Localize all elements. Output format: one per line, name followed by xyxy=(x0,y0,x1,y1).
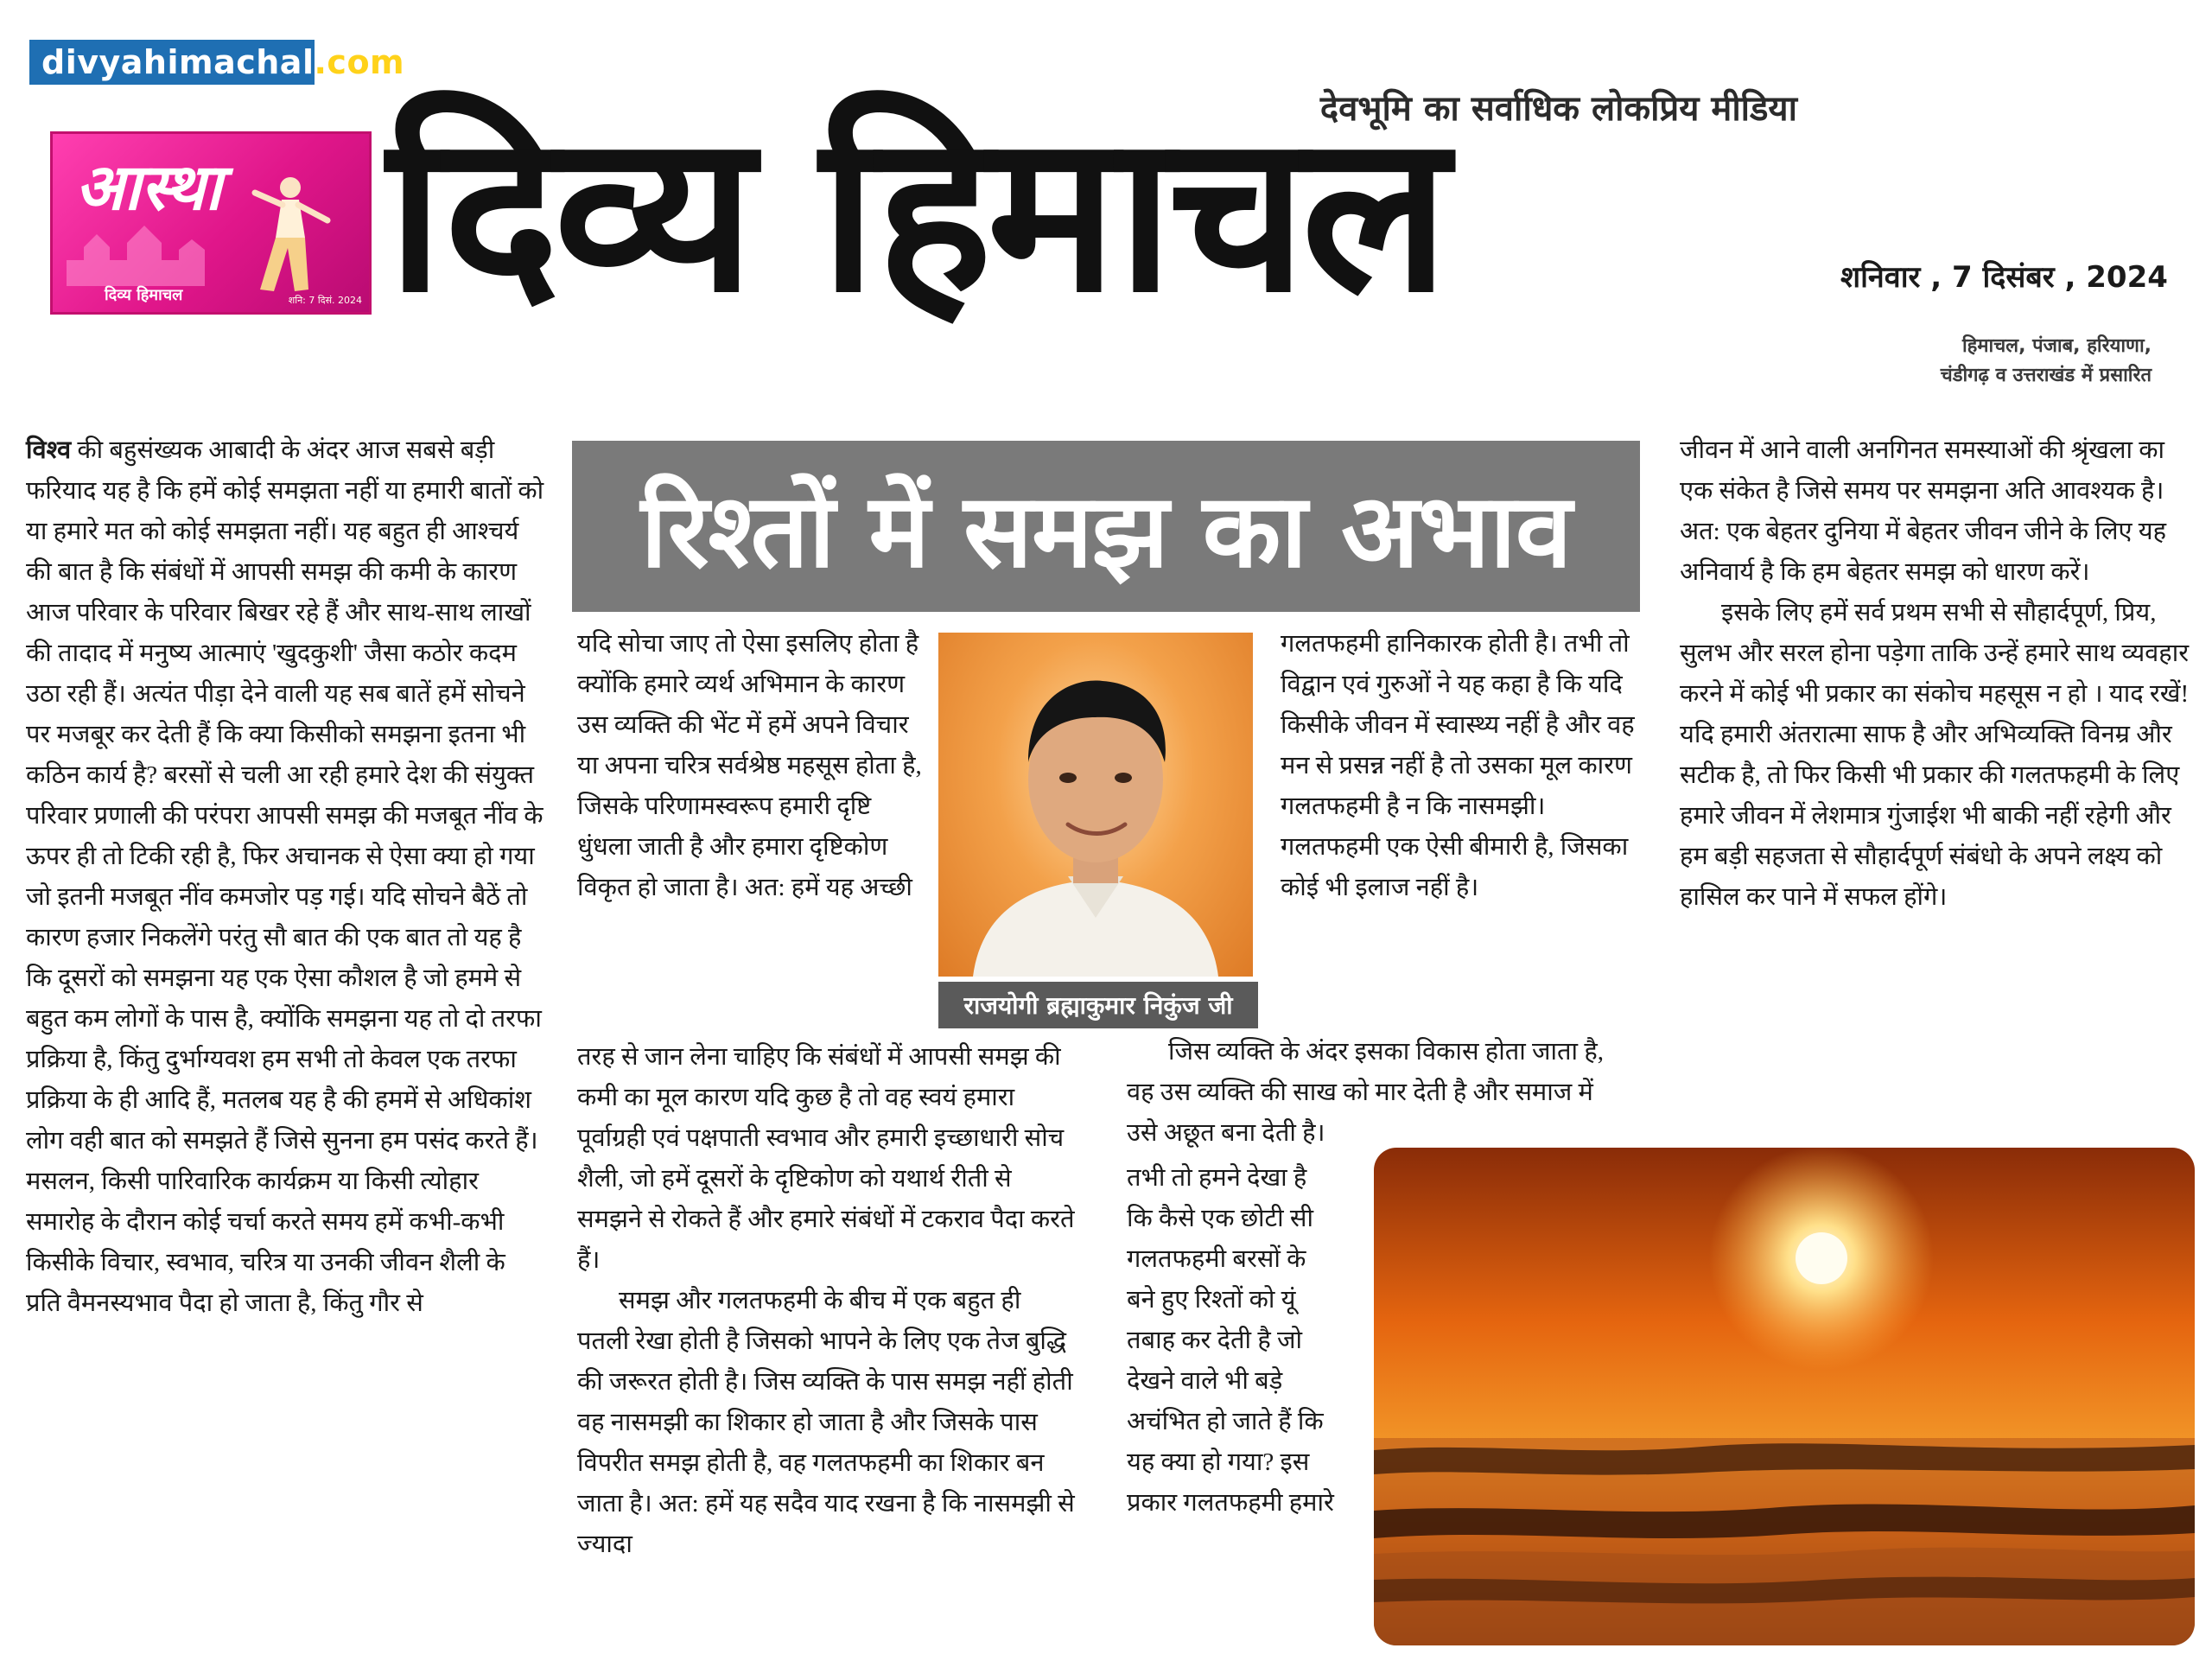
site-name: divyahimachal xyxy=(41,43,315,81)
article-column-2-bottom xyxy=(577,1037,1078,1565)
sunset-image xyxy=(1374,1148,2195,1645)
author-photo xyxy=(938,633,1253,977)
sunset-sea-photo xyxy=(1374,1148,2195,1645)
circulation-line-1: हिमाचल, पंजाब, हरियाणा, xyxy=(1961,335,2152,357)
newspaper-tagline: देवभूमि का सर्वाधिक लोकप्रिय मीडिया xyxy=(1319,89,1797,129)
article-column-3-bottom xyxy=(1127,1158,1334,1524)
column-3-paragraph-c: तभी तो हमने देखा है कि कैसे एक छोटी सी गलतफहमी बरसों के बने हुए रिश्तों को यूं तबाह कर देती है जो देखने वाले भी बड़े अचंभित हो जाते हैं कि यह क्या हो गया? इस प्रकार गलतफहमी हमारे xyxy=(1127,1164,1334,1517)
article-headline: रिश्तों में समझ का अभाव xyxy=(640,470,1572,590)
newspaper-title: दिव्य हिमाचल xyxy=(387,87,1445,340)
publication-date: शनिवार , 7 दिसंबर , 2024 xyxy=(1840,260,2168,295)
column-3-paragraph-a: गलतफहमी हानिकारक होती है। तभी तो विद्वान एवं गुरुओं ने यह कहा है कि यदि किसीके जीवन में स्वास्थ्य नहीं है और वह मन से प्रसन्न नहीं है तो उसका मूल कारण गलतफहमी है न कि नासमझी। गलतफहमी एक ऐसी बीमारी है, जिसका कोई भी इलाज नहीं है। xyxy=(1281,630,1635,901)
photo-caption-box xyxy=(938,982,1258,1028)
article-column-1 xyxy=(26,430,544,1324)
column-2-paragraph-a: यदि सोचा जाए तो ऐसा इसलिए होता है क्योंकि हमारे व्यर्थ अभिमान के कारण उस व्यक्ति की भेंट में हमें अपने विचार या अपना चरित्र सर्वश्रेष्ठ महसूस होता है, जिसके परिणामस्वरूप हमारी दृष्टि धुंधला जाती है और हमारा दृष्टिकोण विकृत हो जाता है। अत: हमें यह अच्छी xyxy=(577,630,922,901)
aastha-section-logo xyxy=(50,131,372,315)
drop-word: विश्व xyxy=(26,436,72,464)
site-suffix: .com xyxy=(314,43,405,81)
column-4-paragraph-b: इसके लिए हमें सर्व प्रथम सभी से सौहार्दपूर्ण, प्रिय, सुलभ और सरल होना पड़ेगा ताकि उन्हें हमारे साथ व्यवहार करने में कोई भी प्रकार का संकोच महसूस न हो । याद रखें! यदि हमारी अंतरात्मा साफ है और अभिव्यक्ति विनम्र और सटीक है, तो फिर किसी भी प्रकार की गलतफहमी के लिए हमारे जीवन में लेशमात्र गुंजाईश भी बाकी नहीं रहेगी और हम बड़ी सहजता से सौहार्दपूर्ण संबंधो के अपने लक्ष्य को हासिल कर पाने में सफल होंगे। xyxy=(1680,599,2190,911)
column-3-paragraph-b: जिस व्यक्ति के अंदर इसका विकास होता जाता है, वह उस व्यक्ति की साख को मार देती है और समाज में उसे अछूत बना देती है। xyxy=(1127,1038,1604,1147)
aastha-logo-date: शनि: 7 दिसं. 2024 xyxy=(288,295,362,306)
column-1-text: की बहुसंख्यक आबादी के अंदर आज सबसे बड़ी फरियाद यह है कि हमें कोई समझता नहीं या हमारी बातों को या हमारे मत को कोई समझता नहीं। यह बहुत ही आश्चर्य की बात है कि संबंधों में आपसी समझ की कमी के कारण आज परिवार के परिवार बिखर रहे हैं और साथ-साथ लाखों की तादाद में मनुष्य आत्माएं 'खुदकुशी' जैसा कठोर कदम उठा रही हैं। अत्यंत पीड़ा देने वाली यह सब बातें हमें सोचने पर मजबूर कर देती हैं कि क्या किसीको समझना इतना भी कठिन कार्य है? बरसों से चली आ रही हमारे देश की संयुक्त परिवार प्रणाली की परंपरा आपसी समझ की मजबूत नींव के ऊपर ही तो टिकी रही है, फिर अचानक से ऐसा क्या हो गया जो इतनी मजबूत नींव कमजोर पड़ गई। यदि सोचने बैठें तो कारण हजार निकलेंगे परंतु सौ बात की एक बात तो यह है कि दूसरों को समझना यह एक ऐसा कौशल है जो हममे से बहुत कम लोगों के पास है, क्योंकि समझना यह तो दो तरफा प्रक्रिया है, किंतु दुर्भाग्यवश हम सभी तो केवल एक तरफा प्रक्रिया के ही आदि हैं, मतलब यह है की हममें से अधिकांश लोग वही बात को समझते हैं जिसे सुनना हम पसंद करते हैं। मसलन, किसी पारिवारिक कार्यक्रम या किसी त्योहार समारोह के दौरान कोई चर्चा करते समय हमें कभी-कभी किसीके विचार, स्वभाव, चरित्र या उनकी जीवन शैली के प्रति वैमनस्यभाव पैदा हो जाता है, किंतु गौर से xyxy=(26,436,544,1317)
column-2-paragraph-c: समझ और गलतफहमी के बीच में एक बहुत ही पतली रेखा होती है जिसको भापने के लिए एक तेज बुद्धि की जरूरत होती है। जिस व्यक्ति के पास समझ नहीं होती वह नासमझी का शिकार हो जाता है और जिसके पास विपरीत समझ होती है, वह गलतफहमी का शिकार बन जाता है। अत: हमें यह सदैव याद रखना है कि नासमझी से ज्यादा xyxy=(577,1287,1075,1558)
photo-caption: राजयोगी ब्रह्माकुमार निकुंज जी xyxy=(963,991,1233,1020)
article-column-2-top xyxy=(577,624,931,908)
dancer-figure-icon xyxy=(243,169,338,307)
aastha-logo-text: आस्था xyxy=(75,150,222,225)
temple-silhouette-icon xyxy=(67,226,205,286)
site-url-tag xyxy=(29,40,405,85)
article-column-4 xyxy=(1680,430,2198,918)
column-4-paragraph-a: जीवन में आने वाली अनगिनत समस्याओं की श्रृंखला का एक संकेत है जिसे समय पर समझना अति आवश्यक है। अत: एक बेहतर दुनिया में बेहतर जीवन जीने के लिए यह अनिवार्य है कि हम बेहतर समझ को धारण करें। xyxy=(1680,436,2167,586)
author-portrait-image xyxy=(938,633,1253,977)
article-headline-box xyxy=(572,441,1640,612)
column-2-paragraph-b: तरह से जान लेना चाहिए कि संबंधों में आपसी समझ की कमी का मूल कारण यदि कुछ है तो वह स्वयं हमारा पूर्वाग्रही एवं पक्षपाती स्वभाव और हमारी इच्छाधारी सोच शैली, जो हमें दूसरों के दृष्टिकोण को यथार्थ रीती से समझने से रोकते हैं और हमारे संबंधों में टकराव पैदा करते हैं। xyxy=(577,1043,1075,1274)
article-column-3-top xyxy=(1281,624,1643,908)
circulation-note xyxy=(1884,332,2152,391)
article-column-3-middle xyxy=(1127,1032,1628,1154)
aastha-logo-subtitle: दिव्य हिमाचल xyxy=(105,286,183,304)
circulation-line-2: चंडीगढ़ व उत्तराखंड में प्रसारित xyxy=(1940,365,2152,386)
